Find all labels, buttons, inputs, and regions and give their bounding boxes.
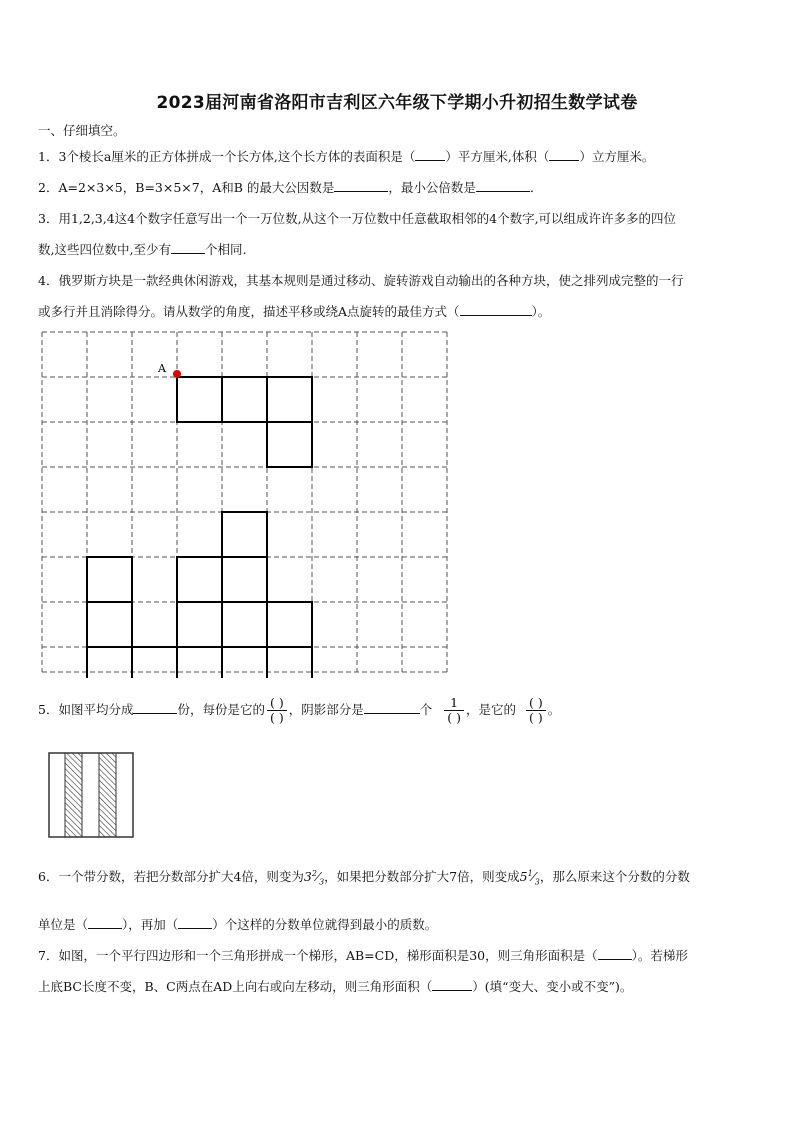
mixed-number-2: $5^1⁄_3$ [519,868,540,887]
q6-text-a: 一个带分数，若把分数部分扩大4倍，则变为 [58,869,304,884]
piece-cell [267,377,312,422]
q6-text-c: ，那么原来这个分数的分数 [539,869,690,884]
question-3-line-1 [38,209,676,227]
piece-cell [222,377,267,422]
q5-text-c: ，阴影部分是 [288,702,364,717]
q7-text-a: 如图，一个平行四边形和一个三角形拼成一个梯形，AB=CD，梯形面积是30，则三角形面积是（ [58,948,598,963]
q5-number: 5． [38,702,59,717]
q5-text-e: ，是它的 [465,702,516,717]
q6-text-f: ）个这样的分数单位就得到最小的质数。 [212,917,438,932]
q3-text-a: 数,这些四位数中,至少有 [38,242,171,257]
q5-fraction-3[interactable] [526,696,546,725]
q6-text-e: ），再加（ [122,917,179,932]
q5-fraction-2[interactable] [444,696,464,725]
point-a-label: A [158,362,166,375]
q6-text-d: 单位是（ [38,917,89,932]
stack-cell [177,557,222,602]
q5-fraction-1-num: ( ) [267,696,287,711]
q7-blank-1[interactable] [598,946,632,960]
mixed-1-num: 2 [311,868,317,878]
q4-text-line1: 俄罗斯方块是一款经典休闲游戏，其基本规则是通过移动、旋转游戏自动输出的各种方块，使之排列成完整的一行 [58,273,684,288]
outer-rectangle [49,753,133,837]
question-6-line-1 [38,867,690,887]
piece-cell [177,377,222,422]
q7-number: 7． [38,948,59,963]
section-heading: 一、仔细填空。 [38,123,126,138]
question-1 [38,147,654,165]
question-6-line-2 [38,915,437,933]
q6-blank-1[interactable] [88,915,122,929]
piece-cell [267,422,312,467]
q1-number: 1． [38,149,59,164]
q6-number: 6． [38,869,59,884]
q3-blank[interactable] [171,240,205,254]
question-7-line-2 [38,977,632,995]
q3-text-b: 个相同. [204,242,247,257]
mixed-2-den: 3 [534,877,540,887]
q5-blank-2[interactable] [364,700,420,714]
mixed-2-num: 1 [527,868,533,878]
q5-fraction-2-den: ( ) [447,710,461,725]
stack-cell [222,602,267,647]
q7-text-c: 上底BC长度不变，B、C两点在AD上向右或向左移动，则三角形面积（ [38,979,433,994]
stack-cell [267,647,312,678]
q5-fraction-1[interactable] [267,696,287,725]
stack-cell [177,602,222,647]
question-7-line-1 [38,946,688,964]
stack-cell [222,557,267,602]
point-a-marker [173,370,181,378]
question-3-line-2 [38,240,246,258]
q6-text-b: ，如果把分数部分扩大7倍，则变成 [324,869,520,884]
shaded-strip-1 [65,753,82,837]
grid-dashed-lines [42,332,447,672]
q1-text-a: 3个棱长a厘米的正方体拼成一个长方体,这个长方体的表面积是（ [58,149,416,164]
question-5 [38,696,560,725]
q7-text-d: ）(填“变大、变小或不变”)。 [472,979,633,994]
q5-fraction-2-num: 1 [444,696,464,711]
q3-text-line1: 用1,2,3,4这4个数字任意写出一个一万位数,从这个一万位数中任意截取相邻的4个数字,可以组成许许多多的四位 [58,211,677,226]
q5-fraction-1-den: ( ) [269,710,284,725]
shaded-strips-figure [48,752,136,840]
q4-text-b: ）。 [531,304,551,319]
shaded-strip-2 [99,753,116,837]
q5-fraction-3-den: ( ) [529,710,543,725]
q2-number: 2． [38,180,59,195]
q5-text-a: 如图平均分成 [58,702,134,717]
stack-cell [87,647,132,678]
mixed-2-whole: 5 [519,869,528,884]
mixed-number-1: $3^2⁄_3$ [303,868,325,887]
stacked-blocks [87,512,312,678]
q7-text-b: ）。若梯形 [631,948,688,963]
q5-text-d: 个 [419,702,433,717]
question-2 [38,178,542,196]
q2-text-c: ． [529,180,543,195]
mixed-1-whole: 3 [303,869,312,884]
stack-cell [87,602,132,647]
q2-text-b: ，最小公倍数是 [388,180,476,195]
falling-piece [177,377,312,467]
q1-blank-1[interactable] [415,147,445,161]
q2-text-a: A=2×3×5，B=3×5×7，A和B 的最大公因数是 [58,180,335,195]
q4-text-a: 或多行并且消除得分。请从数学的角度，描述平移或绕A点旋转的最佳方式（ [38,304,460,319]
q3-number: 3． [38,211,59,226]
q5-text-b: 份，每份是它的 [177,702,265,717]
stack-cell [222,512,267,557]
q7-blank-2[interactable] [432,977,472,991]
q5-blank-1[interactable] [133,700,177,714]
stack-cell [267,602,312,647]
q4-number: 4． [38,273,59,288]
q1-blank-2[interactable] [549,147,579,161]
tetris-grid-figure [40,330,450,678]
question-4-line-1 [38,271,683,289]
q6-blank-2[interactable] [178,915,212,929]
q5-fraction-3-num: ( ) [526,696,546,711]
stack-cell [177,647,222,678]
stack-cell [87,557,132,602]
question-4-line-2 [38,302,550,320]
q5-text-f: 。 [547,702,561,717]
q4-blank[interactable] [460,302,532,316]
q2-blank-1[interactable] [334,178,388,192]
q1-text-b: ）平方厘米,体积（ [445,149,550,164]
q2-blank-2[interactable] [476,178,530,192]
q1-text-c: ）立方厘米。 [579,149,655,164]
stack-cell [132,647,177,678]
page-title: 2023届河南省洛阳市吉利区六年级下学期小升初招生数学试卷 [156,93,638,113]
mixed-1-den: 3 [319,877,325,887]
